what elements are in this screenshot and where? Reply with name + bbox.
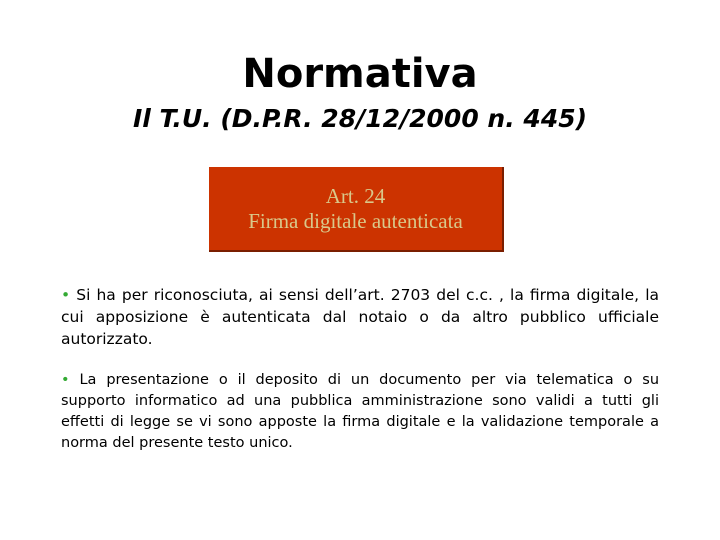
- paragraph-1: [61, 284, 659, 350]
- bullet-icon: •: [61, 372, 70, 388]
- paragraph-2-text: La presentazione o il deposito di un documento per via telematica o su supporto informatico ad una pubblica amministrazione sono validi a tutti gli effetti di legge se vi sono apposte la firma digitale e la validazione temporale a norma del presente testo unico.: [61, 372, 660, 451]
- bullet-icon: •: [61, 286, 71, 304]
- paragraph-2: [61, 370, 659, 454]
- slide-title: Normativa: [242, 51, 478, 97]
- paragraph-1-text: Si ha per riconosciuta, ai sensi dell’art. 2703 del c.c. , la firma digitale, la cui apposizione è autenticata dal notaio o da altro pubblico ufficiale autorizzato.: [61, 286, 659, 348]
- article-heading: Firma digitale autenticata: [248, 208, 463, 233]
- article-number: Art. 24: [325, 183, 386, 208]
- article-box: [209, 167, 504, 252]
- slide-subtitle: Il T.U. (D.P.R. 28/12/2000 n. 445): [132, 104, 588, 133]
